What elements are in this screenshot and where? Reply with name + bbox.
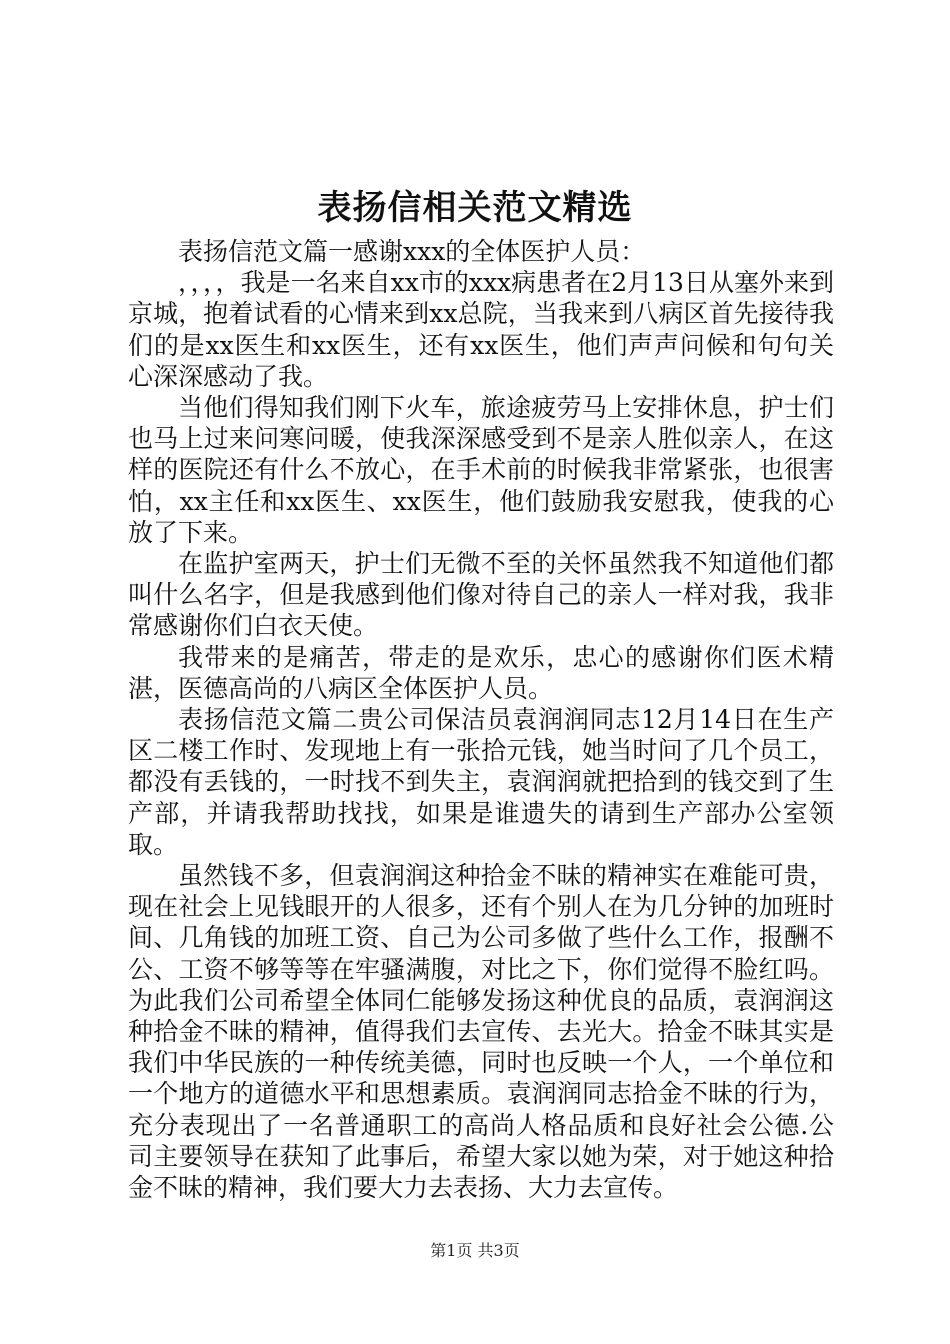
paragraph: 当他们得知我们刚下火车，旅途疲劳马上安排休息，护士们也马上过来问寒问暖，使我深深感受到不是亲人胜似亲人，在这样的医院还有什么不放心，在手术前的时候我非常紧张，也很害怕，xx主任和xx医生、xx医生，他们鼓励我安慰我，使我的心放了下来。 — [128, 393, 834, 547]
paragraph: 表扬信范文篇一感谢xxx的全体医护人员： — [178, 237, 646, 266]
page-number-footer: 第1页 共3页 — [430, 1241, 520, 1260]
paragraph: ，，，，我是一名来自xx市的xxx病患者在2月13日从塞外来到京城，抱着试看的心情来到xx总院，当我来到八病区首先接待我们的是xx医生和xx医生，还有xx医生，他们声声问候和句句关心深深感动了我。 — [128, 268, 834, 391]
document-body — [128, 236, 834, 1203]
paragraph: 表扬信范文篇二贵公司保洁员袁润润同志12月14日在生产区二楼工作时、发现地上有一张拾元钱，她当时问了几个员工，都没有丢钱的，一时找不到失主，袁润润就把拾到的钱交到了生产部，并请我帮助找找，如果是谁遗失的请到生产部办公室领取。 — [128, 705, 834, 859]
paragraph: 在监护室两天，护士们无微不至的关怀虽然我不知道他们都叫什么名字，但是我感到他们像对待自己的亲人一样对我，我非常感谢你们白衣天使。 — [128, 549, 834, 641]
paragraph: 虽然钱不多，但袁润润这种拾金不昧的精神实在难能可贵，现在社会上见钱眼开的人很多，还有个别人在为几分钟的加班时间、几角钱的加班工资、自己为公司多做了些什么工作，报酬不公、工资不够等等在牢骚满腹，对比之下，你们觉得不脸红吗。为此我们公司希望全体同仁能够发扬这种优良的品质，袁润润这种拾金不昧的精神，值得我们去宣传、去光大。拾金不昧其实是我们中华民族的一种传统美德，同时也反映一个人，一个单位和一个地方的道德水平和思想素质。袁润润同志拾金不昧的行为，充分表现出了一名普通职工的高尚人格品质和良好社会公德.公司主要领导在获知了此事后，希望大家以她为荣，对于她这种拾金不昧的精神，我们要大力去表扬、大力去宣传。 — [128, 861, 834, 1203]
document-title: 表扬信相关范文精选 — [317, 188, 633, 228]
paragraph: 我带来的是痛苦，带走的是欢乐，忠心的感谢你们医术精湛，医德高尚的八病区全体医护人员。 — [128, 642, 834, 703]
